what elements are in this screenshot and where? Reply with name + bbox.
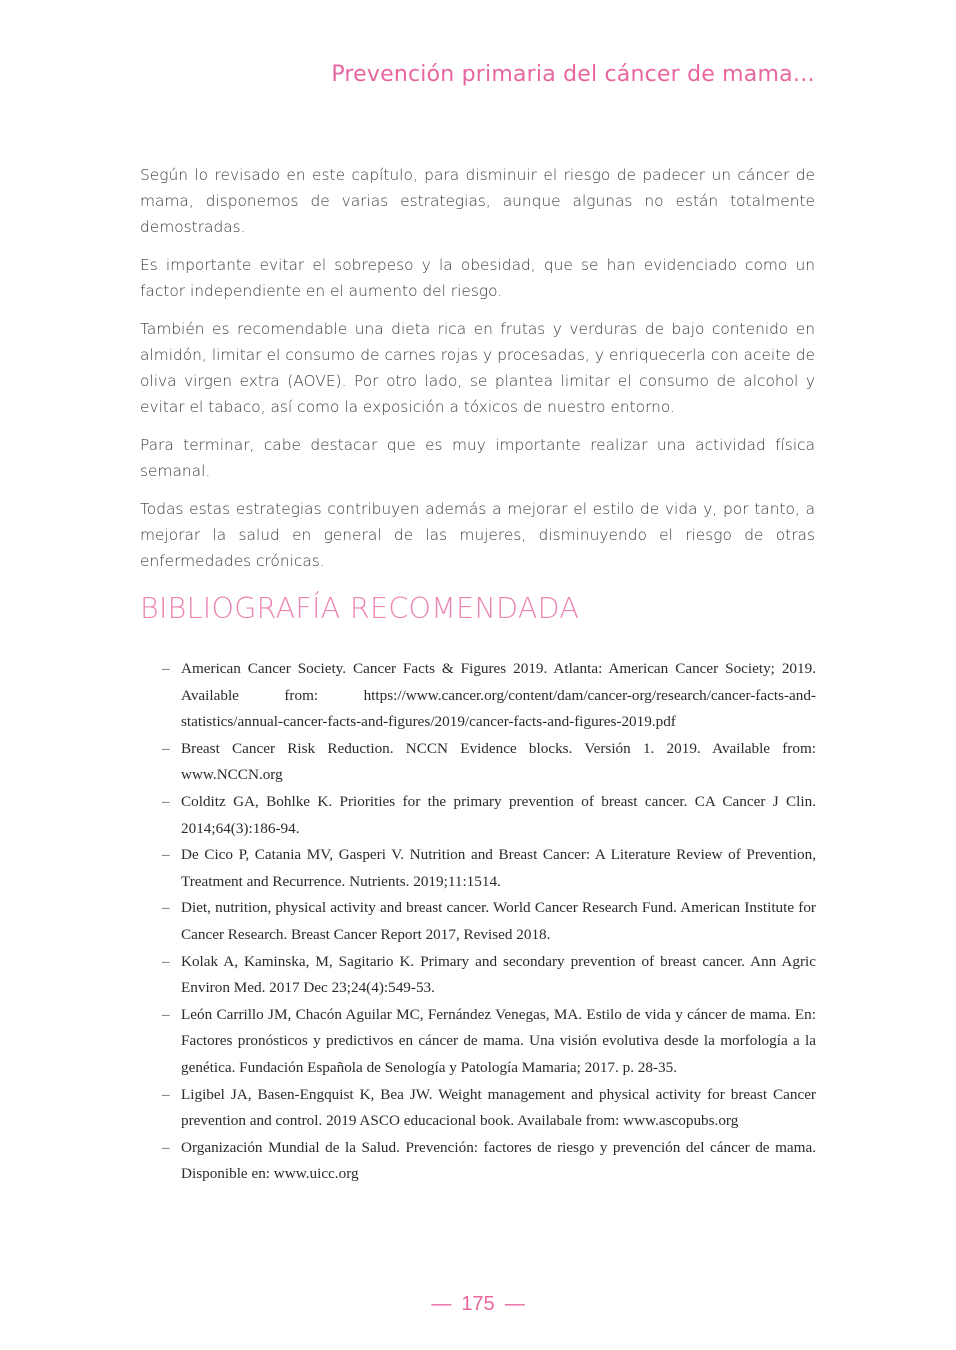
bibliography-heading: BIBLIOGRAFÍA RECOMENDADA — [140, 592, 580, 625]
bibliography-entry: – American Cancer Society. Cancer Facts & Figures 2019. Atlanta: American Cancer Society; 2019. Available from: https://www.cancer.org/content/dam/cancer-org/research/cancer-facts-and-statistics/annual-cancer-facts-and-figures/2019/cancer-facts-and-figures-2019.pdf — [162, 656, 816, 736]
bibliography-entry: – León Carrillo JM, Chacón Aguilar MC, Fernández Venegas, MA. Estilo de vida y cáncer de mama. En: Factores pronósticos y predictivos en cáncer de mama. Una visión evolutiva desde la morfología a la genética. Fundación Española de Senología y Patología Mamaria; 2017. p. 28-35. — [162, 1002, 816, 1082]
page-number: 175 — [461, 1293, 495, 1315]
bibliography-entry: – Colditz GA, Bohlke K. Priorities for the primary prevention of breast cancer. CA Cancer J Clin. 2014;64(3):186-94. — [162, 789, 816, 842]
running-header-title: Prevención primaria del cáncer de mama… — [331, 62, 815, 87]
footer-dash-left: — — [431, 1293, 452, 1315]
paragraph: Todas estas estrategias contribuyen además a mejorar el estilo de vida y, por tanto, a mejorar la salud en general de las mujeres, disminuyendo el riesgo de otras enfermedades crónicas. — [140, 500, 815, 570]
paragraph: Según lo revisado en este capítulo, para disminuir el riesgo de padecer un cáncer de mama, disponemos de varias estrategias, aunque algunas no están totalmente demostradas. — [140, 166, 815, 236]
bibliography-entry: – De Cico P, Catania MV, Gasperi V. Nutrition and Breast Cancer: A Literature Review of Prevention, Treatment and Recurrence. Nutrients. 2019;11:1514. — [162, 842, 816, 895]
page-footer — [0, 1293, 956, 1316]
bibliography-entry: – Breast Cancer Risk Reduction. NCCN Evidence blocks. Versión 1. 2019. Available from: www.NCCN.org — [162, 736, 816, 789]
paragraph: Para terminar, cabe destacar que es muy importante realizar una actividad física semanal. — [140, 436, 815, 480]
bibliography-entry: – Ligibel JA, Basen-Engquist K, Bea JW. Weight management and physical activity for breast Cancer prevention and control. 2019 ASCO educacional book. Availabale from: www.ascopubs.org — [162, 1082, 816, 1135]
bibliography-entry: – Organización Mundial de la Salud. Prevención: factores de riesgo y prevención del cáncer de mama. Disponible en: www.uicc.org — [162, 1135, 816, 1188]
footer-dash-right: — — [504, 1293, 525, 1315]
conclusion-text — [140, 162, 815, 586]
bibliography-entry: – Diet, nutrition, physical activity and breast cancer. World Cancer Research Fund. American Institute for Cancer Research. Breast Cancer Report 2017, Revised 2018. — [162, 895, 816, 948]
paragraph: También es recomendable una dieta rica en frutas y verduras de bajo contenido en almidón, limitar el consumo de carnes rojas y procesadas, y enriquecerla con aceite de oliva virgen extra (AOVE). Por otro lado, se plantea limitar el consumo de alcohol y evitar el tabaco, así como la exposición a tóxicos de nuestro entorno. — [140, 320, 815, 416]
paragraph: Es importante evitar el sobrepeso y la obesidad, que se han evidenciado como un factor independiente en el aumento del riesgo. — [140, 256, 815, 300]
bibliography-list — [162, 656, 816, 1188]
bibliography-entry: – Kolak A, Kaminska, M, Sagitario K. Primary and secondary prevention of breast cancer. Ann Agric Environ Med. 2017 Dec 23;24(4):549-53. — [162, 949, 816, 1002]
